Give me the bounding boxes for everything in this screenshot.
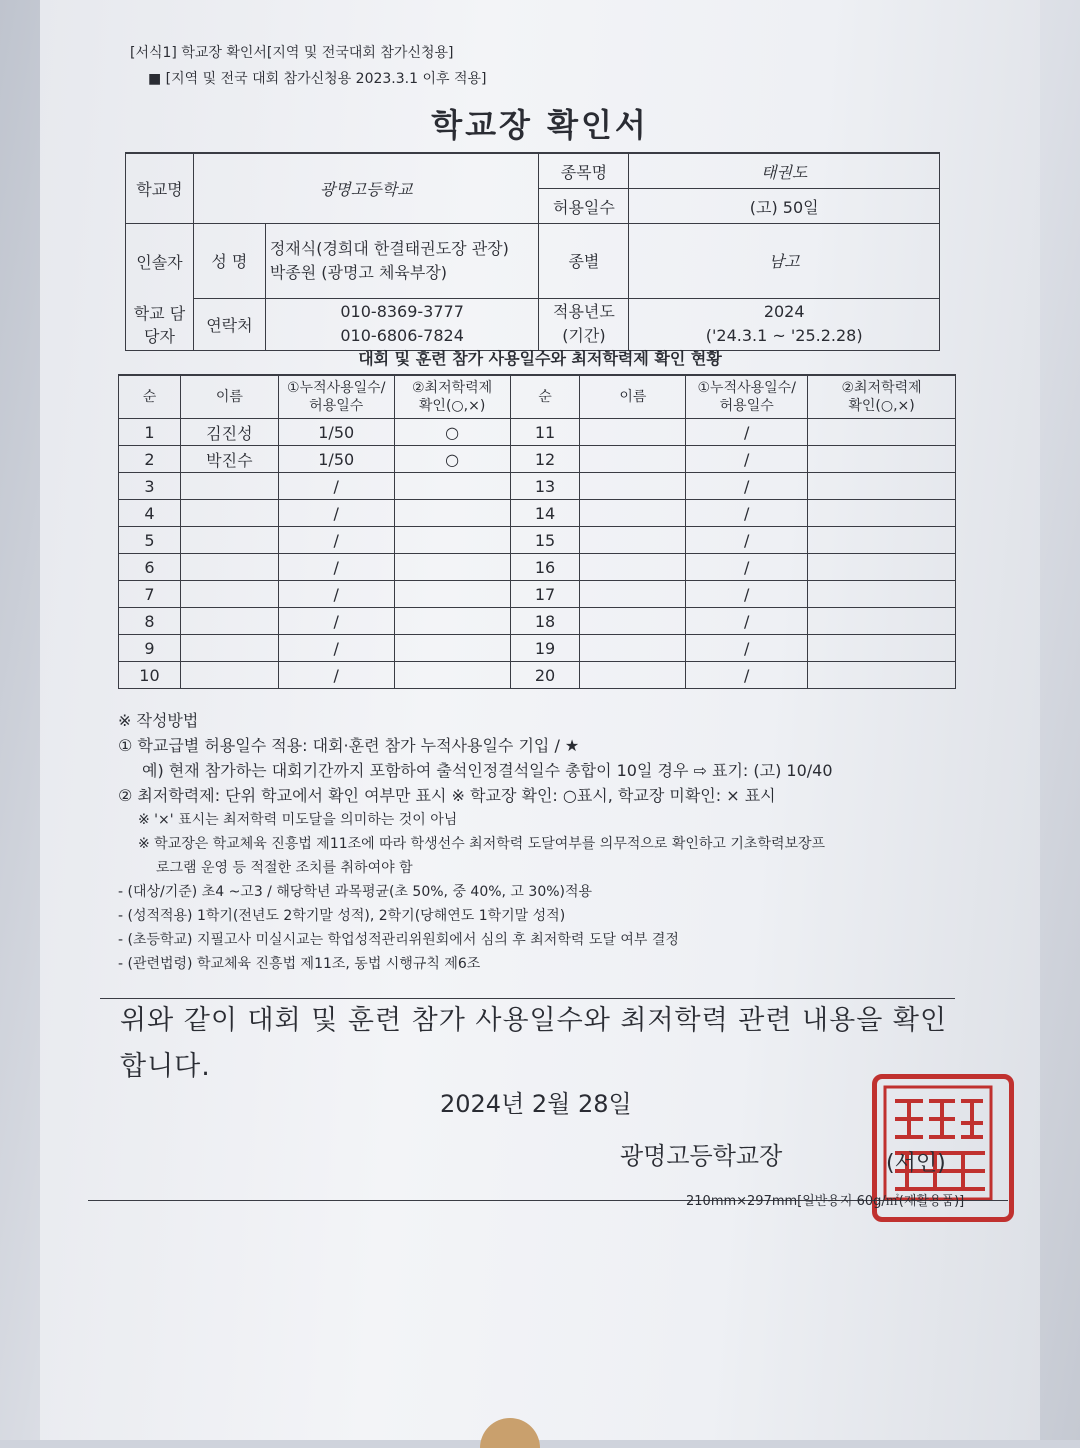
row-no-left: 6 [119,554,181,581]
staff-label: 학교 담당자 [126,298,194,351]
row-days-left: / [278,662,394,689]
row-no-left: 5 [119,527,181,554]
document-title: 학교장 확인서 [431,106,649,144]
category-value: 남고 [629,224,940,299]
participant-row [119,500,956,527]
row-check-left [394,500,510,527]
info-table [125,152,940,351]
allowed-days-value: (고) 50일 [629,189,940,224]
row-check-right [808,581,956,608]
confirmation-text: 위와 같이 대회 및 훈련 참가 사용일수와 최저학력 관련 내용을 확인합니다. [120,1005,948,1082]
row-no-left: 9 [119,635,181,662]
row-check-right [808,446,956,473]
row-no-left: 1 [119,419,181,446]
row-check-left [394,527,510,554]
year-label-1: 적용년도 [552,302,615,322]
row-no-right: 14 [510,500,580,527]
row-name-right [580,419,686,446]
row-name-right [580,446,686,473]
row-name-left [180,608,278,635]
event-label: 종목명 [539,153,629,189]
row-name-left [180,581,278,608]
row-no-left: 2 [119,446,181,473]
row-no-right: 17 [510,581,580,608]
participant-row [119,581,956,608]
participants-table [118,374,956,689]
row-name-right [580,635,686,662]
row-days-right: / [686,500,808,527]
sub-note-2b: 로그램 운영 등 적절한 조치를 취하여야 함 [156,860,413,876]
notes-heading: ※ 작성방법 [118,711,199,730]
row-days-right: / [686,635,808,662]
row-days-right: / [686,581,808,608]
note-1: ① 학교급별 허용일수 적용: 대회·훈련 참가 누적사용일수 기입 / ★ [118,736,580,755]
participant-row [119,608,956,635]
col-name-right: 이름 [580,375,686,419]
row-check-right [808,527,956,554]
participant-row [119,527,956,554]
participant-row [119,635,956,662]
row-name-right [580,554,686,581]
col-name-left: 이름 [180,375,278,419]
row-days-left: / [278,473,394,500]
row-name-right [580,608,686,635]
row-check-left [394,662,510,689]
note-1-example: 예) 현재 참가하는 대회기간까지 포함하여 출석인정결석일수 총합이 10일 경우 ⇨ 표기: (고) 10/40 [142,761,833,780]
row-name-left: 김진성 [180,419,278,446]
row-no-left: 8 [119,608,181,635]
col-no-right: 순 [510,375,580,419]
issue-date: 2024년 2월 28일 [440,1090,632,1118]
col-days-left: ①누적사용일수/ 허용일수 [278,375,394,419]
row-days-right: / [686,527,808,554]
signature-mark: (서인) [886,1151,946,1176]
row-no-right: 11 [510,419,580,446]
row-days-right: / [686,473,808,500]
row-check-right [808,419,956,446]
row-days-left: / [278,635,394,662]
row-no-left: 4 [119,500,181,527]
row-no-left: 10 [119,662,181,689]
year-value [629,298,940,351]
paper-spec: 210mm×297mm[일반용지 60g/㎡(재활용품)] [686,1194,965,1209]
row-check-left: ○ [394,446,510,473]
col-no-left: 순 [119,375,181,419]
row-name-left [180,500,278,527]
name-value-2: 박종원 (광명고 체육부장) [269,262,448,282]
row-no-right: 15 [510,527,580,554]
row-days-left: 1/50 [278,446,394,473]
sub-note-2: ※ 학교장은 학교체육 진흥법 제11조에 따라 학생선수 최저학력 도달여부를 의무적으로 확인하고 기초학력보장프 [138,836,826,852]
row-days-left: 1/50 [278,419,394,446]
category-label: 종별 [539,224,629,299]
detail-3: - (초등학교) 지필고사 미실시교는 학업성적관리위원회에서 심의 후 최저학력 도달 여부 결정 [118,932,679,948]
row-check-left: ○ [394,419,510,446]
form-scope: ■ [지역 및 전국 대회 참가신청용 2023.3.1 이후 적용] [148,71,487,87]
row-days-left: / [278,608,394,635]
row-name-left [180,527,278,554]
row-days-left: / [278,554,394,581]
row-days-right: / [686,608,808,635]
col-check-left: ②최저학력제 확인(○,×) [394,375,510,419]
year-period: ('24.3.1 ~ '25.2.28) [705,326,863,346]
row-name-left [180,635,278,662]
row-check-left [394,635,510,662]
row-no-right: 12 [510,446,580,473]
row-name-right [580,662,686,689]
year-label-2: (기간) [562,326,606,346]
row-no-right: 16 [510,554,580,581]
row-name-left [180,554,278,581]
event-value: 태권도 [629,153,940,189]
row-no-right: 18 [510,608,580,635]
seal-graphic [877,1079,999,1207]
row-check-left [394,473,510,500]
detail-4: - (관련법령) 학교체육 진흥법 제11조, 동법 시행규칙 제6조 [118,956,481,972]
contact-1: 010-8369-3777 [340,302,464,322]
row-days-left: / [278,581,394,608]
row-check-left [394,581,510,608]
year-label [539,298,629,351]
participants-header-row [119,375,956,419]
note-2: ② 최저학력제: 단위 학교에서 확인 여부만 표시 ※ 학교장 확인: ○표시, 학교장 미확인: × 표시 [118,786,776,805]
row-name-right [580,473,686,500]
participant-row [119,419,956,446]
leader-label: 인솔자 [126,224,194,299]
row-check-right [808,608,956,635]
row-check-right [808,554,956,581]
contact-label: 연락처 [193,298,265,351]
allowed-days-label: 허용일수 [539,189,629,224]
school-label: 학교명 [126,153,194,224]
name-label: 성 명 [193,224,265,299]
detail-2: - (성적적용) 1학기(전년도 2학기말 성적), 2학기(당해연도 1학기말 성적) [118,908,566,924]
row-days-right: / [686,419,808,446]
participant-row [119,446,956,473]
row-days-right: / [686,662,808,689]
name-value-1: 정재식(경희대 한결태권도장 관장) [269,238,509,258]
row-no-left: 7 [119,581,181,608]
row-name-right [580,527,686,554]
row-check-right [808,473,956,500]
contact-value [265,298,539,351]
row-no-left: 3 [119,473,181,500]
row-check-left [394,608,510,635]
year-value-1: 2024 [763,302,805,322]
row-name-right [580,581,686,608]
row-days-right: / [686,554,808,581]
participant-row [119,473,956,500]
row-days-left: / [278,500,394,527]
row-name-left [180,662,278,689]
row-no-right: 19 [510,635,580,662]
sub-note-1: ※ '×' 표시는 최저학력 미도달을 의미하는 것이 아님 [138,812,458,828]
name-value [265,224,539,299]
row-check-right [808,635,956,662]
school-value: 광명고등학교 [193,153,539,224]
row-no-right: 13 [510,473,580,500]
form-number: [서식1] 학교장 확인서[지역 및 전국대회 참가신청용] [130,45,454,61]
col-days-right: ①누적사용일수/ 허용일수 [686,375,808,419]
row-days-left: / [278,527,394,554]
participant-row [119,662,956,689]
instructions [118,708,978,976]
row-no-right: 20 [510,662,580,689]
participant-row [119,554,956,581]
row-check-left [394,554,510,581]
row-name-right [580,500,686,527]
participants-title: 대회 및 훈련 참가 사용일수와 최저학력제 확인 현황 [358,349,722,368]
principal-title: 광명고등학교장 [620,1142,783,1170]
row-name-left [180,473,278,500]
contact-2: 010-6806-7824 [340,326,464,346]
row-name-left: 박진수 [180,446,278,473]
detail-1: - (대상/기준) 초4 ~고3 / 해당학년 과목평균(초 50%, 중 40%, 고 30%)적용 [118,884,593,900]
row-check-right [808,500,956,527]
row-check-right [808,662,956,689]
col-check-right: ②최저학력제 확인(○,×) [808,375,956,419]
row-days-right: / [686,446,808,473]
